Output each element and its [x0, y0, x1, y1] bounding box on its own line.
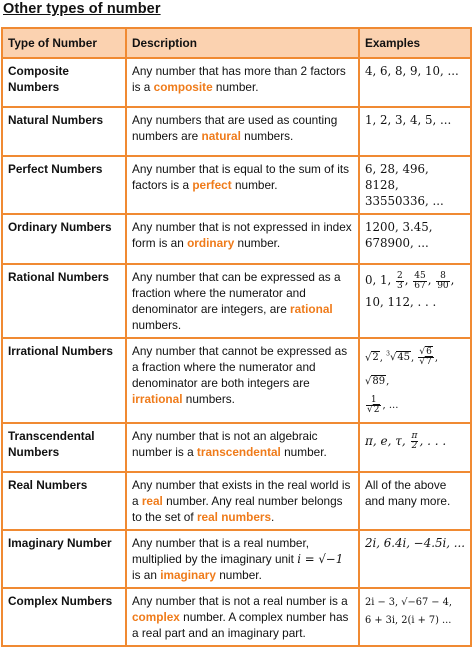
type-name: Complex Numbers — [2, 588, 126, 646]
description: Any number that cannot be expressed as a fraction where the numerator and denominator are both integers are irrational numbers. — [126, 338, 359, 423]
table-row — [2, 107, 471, 156]
header-examples: Examples — [359, 28, 471, 58]
number-types-table — [1, 27, 472, 647]
table-row — [2, 423, 471, 472]
description: Any number that is not a real number is a complex number. A complex number has a real part and an imaginary part. — [126, 588, 359, 646]
type-name: Ordinary Numbers — [2, 214, 126, 264]
examples: 1200, 3.45, 678900, ... — [359, 214, 471, 264]
type-name: Transcendental Numbers — [2, 423, 126, 472]
examples: All of the above and many more. — [359, 472, 471, 530]
examples: 1, 2, 3, 4, 5, ... — [359, 107, 471, 156]
type-name: Composite Numbers — [2, 58, 126, 107]
type-name: Irrational Numbers — [2, 338, 126, 423]
description: Any numbers that are used as counting numbers are natural numbers. — [126, 107, 359, 156]
examples: π, e, τ, $\frac{\pi}{2}$ , . . . — [359, 423, 471, 472]
table-row — [2, 338, 471, 423]
type-name: Perfect Numbers — [2, 156, 126, 214]
header-type: Type of Number — [2, 28, 126, 58]
examples: 4, 6, 8, 9, 10, ... — [359, 58, 471, 107]
examples: √2, $^3$√45, $\frac{√6}{√7}$ , √89, $\frac{1}{√2}$ , ... — [359, 338, 471, 423]
description: Any number that is not an algebraic number is a transcendental number. — [126, 423, 359, 472]
type-name: Rational Numbers — [2, 264, 126, 338]
table-row — [2, 530, 471, 588]
table-header-row — [2, 28, 471, 58]
page-title: Other types of number — [3, 1, 161, 17]
table-row — [2, 472, 471, 530]
type-name: Real Numbers — [2, 472, 126, 530]
description: Any number that exists in the real world is a real number. Any real number belongs to the set of real numbers. — [126, 472, 359, 530]
description: Any number that can be expressed as a fraction where the numerator and denominator are integers, are rational numbers. — [126, 264, 359, 338]
table-row — [2, 264, 471, 338]
description: Any number that is not expressed in index form is an ordinary number. — [126, 214, 359, 264]
examples: 0, 1, $\frac{2}{3}$ , $\frac{45}{67}$ , $\frac{8}{90}$ , 10, 112, . . . — [359, 264, 471, 338]
table-row — [2, 156, 471, 214]
type-name: Imaginary Number — [2, 530, 126, 588]
type-name: Natural Numbers — [2, 107, 126, 156]
examples: 2i, 6.4i, −4.5i, ... — [359, 530, 471, 588]
description: Any number that has more than 2 factors is a composite number. — [126, 58, 359, 107]
header-description: Description — [126, 28, 359, 58]
description: Any number that is equal to the sum of its factors is a perfect number. — [126, 156, 359, 214]
table-row — [2, 214, 471, 264]
description: Any number that is a real number, multiplied by the imaginary unit i = √−1 is an imaginary number. — [126, 530, 359, 588]
table-row — [2, 58, 471, 107]
examples: 2i − 3, √−67 − 4, 6 + 3i, 2(i + 7) ... — [359, 588, 471, 646]
table-row — [2, 588, 471, 646]
examples: 6, 28, 496, 8128, 33550336, ... — [359, 156, 471, 214]
